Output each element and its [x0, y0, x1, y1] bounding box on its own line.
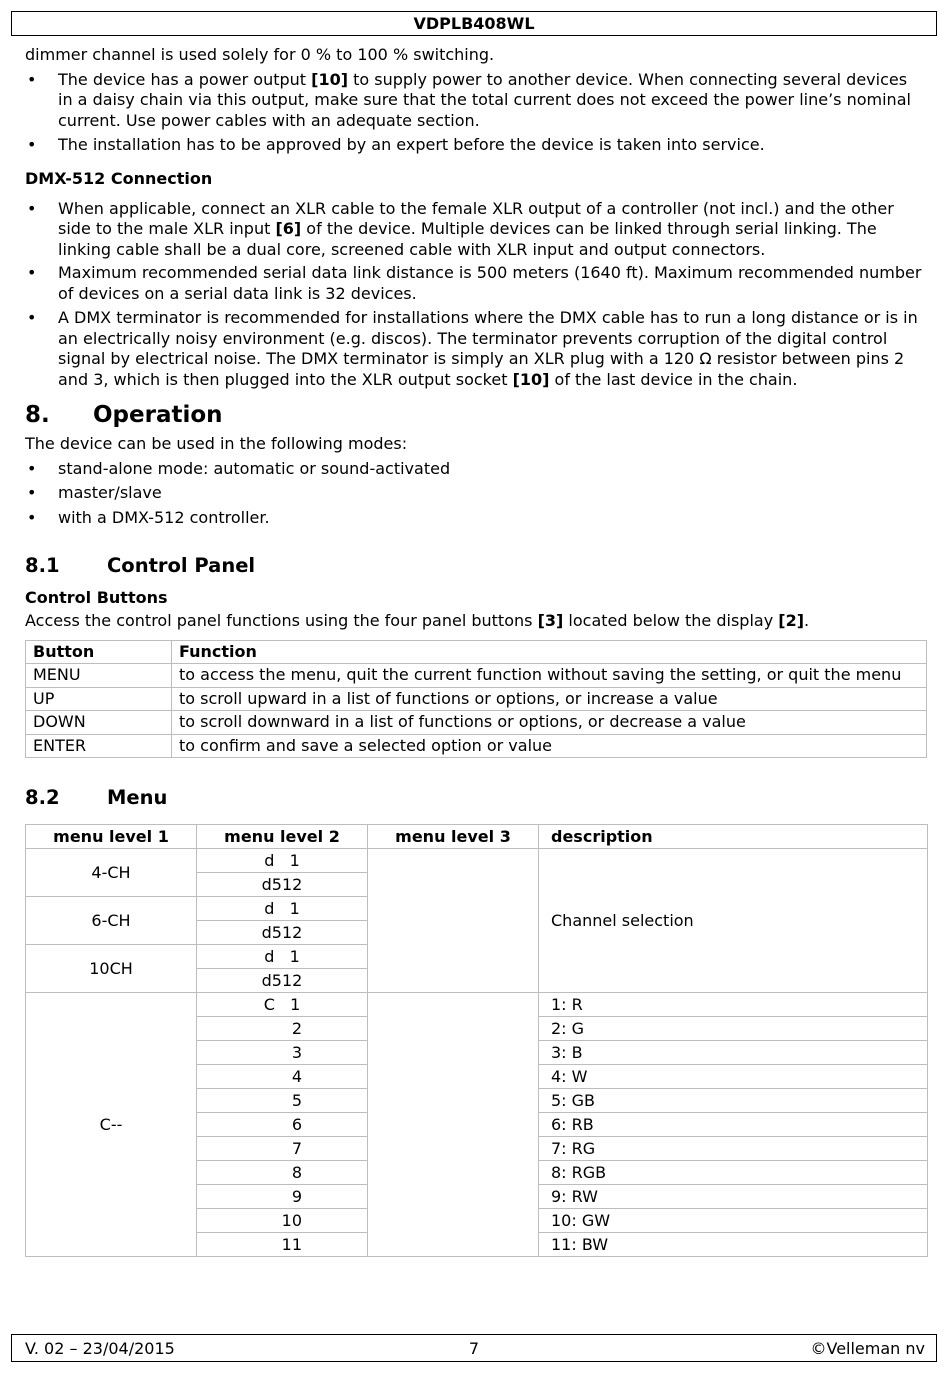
table-row: ENTER to confirm and save a selected option or value	[26, 734, 927, 758]
table-row: C-- C 1 1: R	[26, 993, 928, 1017]
list-item: • stand-alone mode: automatic or sound-activated	[25, 459, 925, 480]
version-date: V. 02 – 23/04/2015	[25, 1339, 175, 1358]
table-row: 9 9: RW	[26, 1185, 928, 1209]
list-item: • The device has a power output [10] to supply power to another device. When connecting several devices in a daisy chain via this output, make sure that the total current does not exceed the power line’s nominal current. Use power cables with an adequate section.	[25, 70, 925, 132]
table-row: 3 3: B	[26, 1041, 928, 1065]
table-row: 10CH d 1	[26, 945, 928, 969]
table-row: 5 5: GB	[26, 1089, 928, 1113]
continuation-text: dimmer channel is used solely for 0 % to 100 % switching.	[25, 45, 495, 64]
empty-cell	[368, 993, 539, 1257]
list-item: • Maximum recommended serial data link distance is 500 meters (1640 ft). Maximum recommended number of devices on a serial data link is 32 devices.	[25, 263, 925, 304]
control-panel-text: Access the control panel functions using the four panel buttons [3] located below the display [2].	[25, 611, 810, 630]
column-header: description	[539, 825, 928, 849]
mode-list	[25, 459, 925, 529]
control-buttons-table	[25, 640, 927, 759]
page-header	[11, 11, 937, 36]
menu-table	[25, 824, 928, 1257]
list-item: • The installation has to be approved by an expert before the device is taken into service.	[25, 135, 925, 156]
table-row: d512	[26, 921, 928, 945]
table-row: 6 6: RB	[26, 1113, 928, 1137]
table-header-row	[26, 825, 928, 849]
table-row: 2 2: G	[26, 1017, 928, 1041]
table-row: d512	[26, 969, 928, 993]
table-row: MENU to access the menu, quit the current function without saving the setting, or quit the menu	[26, 664, 927, 688]
document-title: VDPLB408WL	[413, 14, 535, 33]
operation-intro: The device can be used in the following modes:	[25, 434, 408, 453]
section-heading-control-panel: 8.1 Control Panel	[25, 554, 256, 577]
section-heading-menu: 8.2 Menu	[25, 786, 168, 809]
column-header: menu level 2	[197, 825, 368, 849]
list-item: • master/slave	[25, 483, 925, 504]
intro-bullet-list	[25, 70, 925, 156]
table-header-row	[26, 640, 927, 664]
table-row: 8 8: RGB	[26, 1161, 928, 1185]
table-row: 10 10: GW	[26, 1209, 928, 1233]
page-footer	[11, 1334, 937, 1362]
page-number: 7	[468, 1339, 480, 1358]
dmx-bullet-list	[25, 199, 925, 391]
column-header: Function	[172, 640, 927, 664]
column-header: Button	[26, 640, 172, 664]
table-row: 4-CH d 1 Channel selection	[26, 849, 928, 873]
dmx-heading: DMX-512 Connection	[25, 168, 213, 188]
page-content	[25, 45, 925, 1257]
column-header: menu level 1	[26, 825, 197, 849]
list-item: • A DMX terminator is recommended for installations where the DMX cable has to run a long distance or is in an electrically noisy environment (e.g. discos). The terminator prevents corruption of the digital control signal by electrical noise. The DMX terminator is simply an XLR plug with a 120 Ω resistor between pins 2 and 3, which is then plugged into the XLR output socket [10] of the last device in the chain.	[25, 308, 925, 390]
column-header: menu level 3	[368, 825, 539, 849]
table-row: DOWN to scroll downward in a list of functions or options, or decrease a value	[26, 711, 927, 735]
section-heading-operation: 8. Operation	[25, 402, 223, 428]
list-item: • with a DMX-512 controller.	[25, 508, 925, 529]
empty-cell	[368, 849, 539, 993]
copyright: ©Velleman nv	[810, 1339, 925, 1358]
list-item: • When applicable, connect an XLR cable to the female XLR output of a controller (not incl.) and the other side to the male XLR input [6] of the device. Multiple devices can be linked through serial linking. The linking cable shall be a dual core, screened cable with XLR input and output connectors.	[25, 199, 925, 261]
table-row: 11 11: BW	[26, 1233, 928, 1257]
table-row: 4 4: W	[26, 1065, 928, 1089]
table-row: 6-CH d 1	[26, 897, 928, 921]
control-buttons-heading: Control Buttons	[25, 588, 168, 607]
table-row: d512	[26, 873, 928, 897]
table-row: 7 7: RG	[26, 1137, 928, 1161]
table-row: UP to scroll upward in a list of functions or options, or increase a value	[26, 687, 927, 711]
